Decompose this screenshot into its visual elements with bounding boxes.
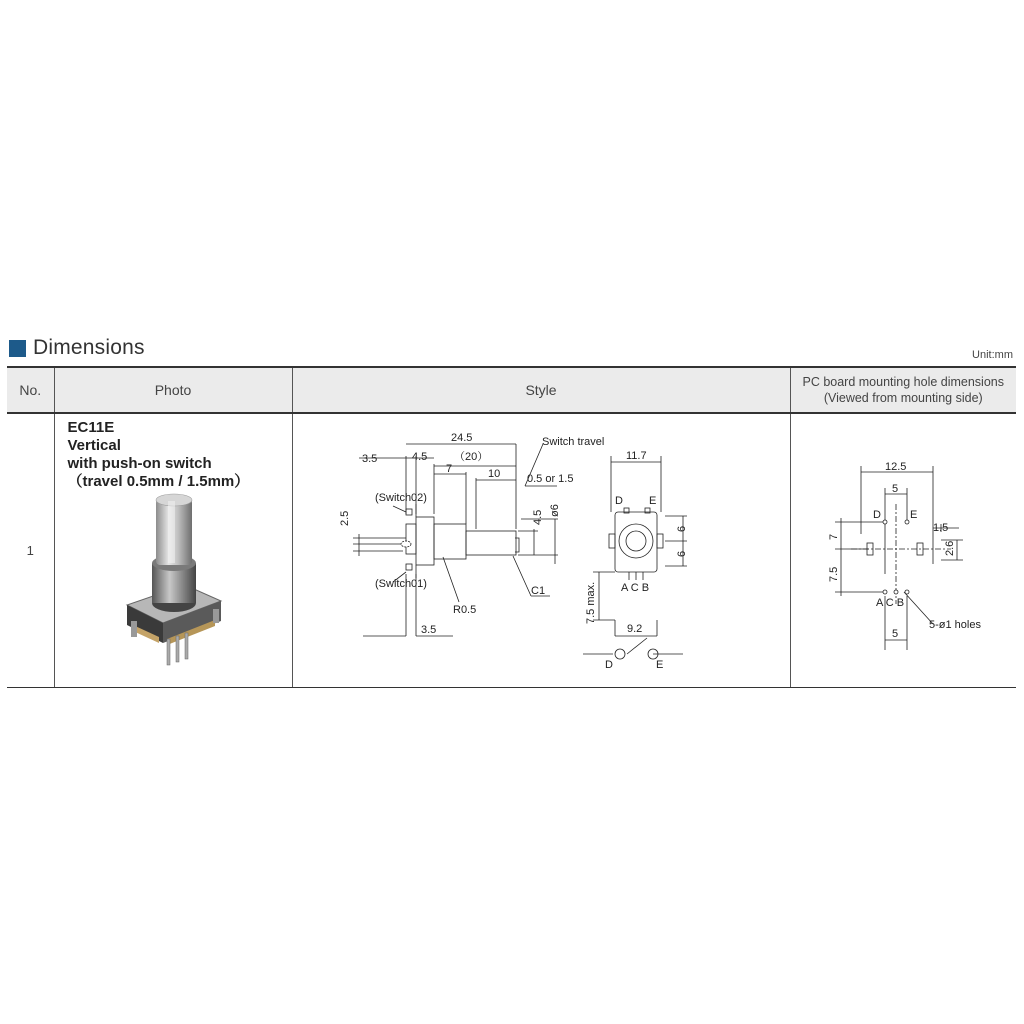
pcb-dim-7-5: 7.5 bbox=[827, 566, 840, 582]
dimensions-table bbox=[7, 366, 1016, 688]
dim-20: （20） bbox=[453, 451, 488, 463]
header-pcb-line2: (Viewed from mounting side) bbox=[823, 391, 983, 405]
style-cell bbox=[292, 413, 790, 688]
style-drawing bbox=[293, 414, 790, 682]
pcb-cell bbox=[790, 413, 1016, 688]
dim-dia6: ø6 bbox=[548, 504, 561, 517]
dim-4-5-top: 4.5 bbox=[411, 451, 427, 463]
pcb-hole-drawing bbox=[791, 414, 1016, 682]
header-photo: Photo bbox=[54, 367, 292, 413]
dim-2-5: 2.5 bbox=[338, 510, 351, 526]
dim-6-upper: 6 bbox=[675, 525, 688, 532]
model-travel: （travel 0.5mm / 1.5mm） bbox=[67, 473, 250, 490]
pcb-dim-1-5: 1.5 bbox=[932, 522, 948, 534]
header-pcb-line1: PC board mounting hole dimensions bbox=[802, 375, 1004, 389]
section-marker-icon bbox=[9, 340, 26, 357]
section-title: Dimensions bbox=[33, 336, 145, 359]
front-width: 11.7 bbox=[625, 450, 647, 462]
dim-24-5: 24.5 bbox=[450, 432, 472, 444]
max-height: 7.5 max. bbox=[584, 581, 597, 624]
encoder-photo bbox=[55, 493, 291, 673]
model-description bbox=[55, 414, 292, 491]
dim-7: 7 bbox=[445, 463, 452, 475]
dim-6-lower: 6 bbox=[675, 550, 688, 557]
model-name: EC11E bbox=[67, 419, 115, 436]
c1-label: C1 bbox=[530, 585, 545, 597]
model-feature: with push-on switch bbox=[67, 455, 212, 472]
photo-cell bbox=[54, 413, 292, 688]
row-number: 1 bbox=[7, 413, 54, 688]
pins-acb: A C B bbox=[620, 582, 649, 594]
pcb-label-e: E bbox=[909, 509, 917, 521]
dim-3-5-top: 3.5 bbox=[361, 453, 377, 465]
pcb-dim-7: 7 bbox=[827, 533, 840, 540]
header-style: Style bbox=[292, 367, 790, 413]
pcb-dim-2-6: 2.6 bbox=[943, 540, 956, 556]
section-header bbox=[9, 335, 145, 361]
dim-3-5-bottom: 3.5 bbox=[420, 624, 436, 636]
switch02-label: (Switch02) bbox=[374, 492, 427, 504]
unit-label: Unit:mm bbox=[972, 349, 1013, 361]
pcb-dim-12-5: 12.5 bbox=[884, 461, 906, 473]
dim-9-2: 9.2 bbox=[626, 623, 642, 635]
pcb-label-d: D bbox=[872, 509, 881, 521]
pcb-holes-label: 5-ø1 holes bbox=[928, 619, 981, 631]
dim-4-5-right: 4.5 bbox=[531, 509, 544, 525]
table-row bbox=[7, 413, 1016, 688]
model-type: Vertical bbox=[67, 437, 121, 454]
pcb-dim-5-bottom: 5 bbox=[891, 628, 898, 640]
dim-10: 10 bbox=[487, 468, 500, 480]
travel-values: 0.5 or 1.5 bbox=[526, 473, 573, 485]
pin-e: E bbox=[648, 495, 656, 507]
pcb-pins-acb: A C B bbox=[875, 597, 904, 609]
schematic-d: D bbox=[604, 659, 613, 671]
schematic-e: E bbox=[655, 659, 663, 671]
switch01-label: (Switch01) bbox=[374, 578, 427, 590]
r0-5-label: R0.5 bbox=[452, 604, 476, 616]
switch-travel-label: Switch travel bbox=[541, 436, 604, 448]
header-pcb bbox=[790, 367, 1016, 413]
pcb-dim-5-top: 5 bbox=[891, 483, 898, 495]
table-header-row bbox=[7, 367, 1016, 413]
header-no: No. bbox=[7, 367, 54, 413]
pin-d: D bbox=[614, 495, 623, 507]
